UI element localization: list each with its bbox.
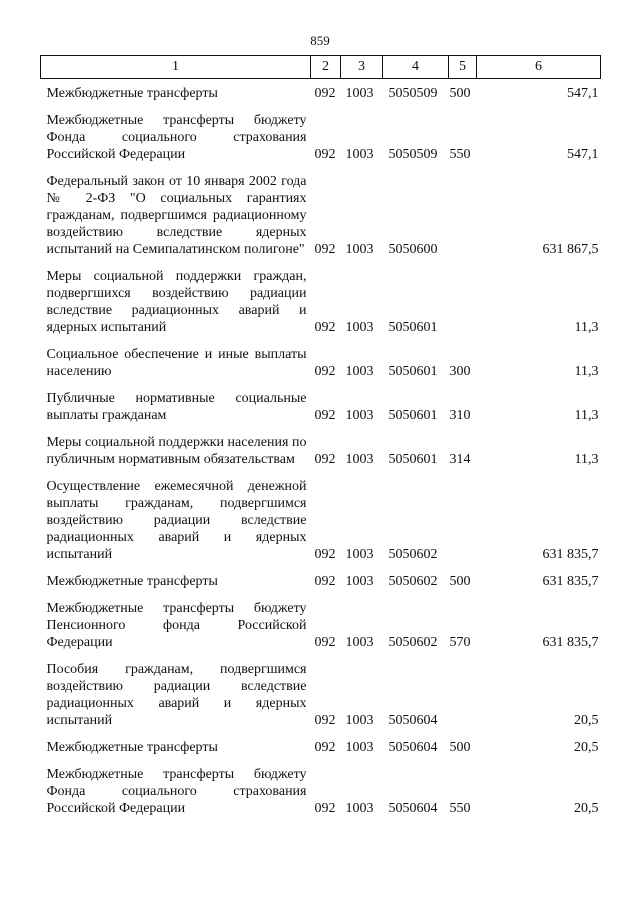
row-expense-code xyxy=(449,167,477,262)
row-name: Публичные нормативные социальные выплаты гражданам xyxy=(46,391,307,423)
row-name: Социальное обеспечение и иные выплаты населению xyxy=(46,347,307,379)
row-section-code: 1003 xyxy=(345,452,374,467)
row-section-code: 1003 xyxy=(345,242,374,257)
table-row xyxy=(41,594,601,655)
table-row xyxy=(41,760,601,821)
page-number: 859 xyxy=(310,33,330,48)
row-expense-code: 310 xyxy=(449,408,471,423)
row-ministry-code: 092 xyxy=(314,242,336,257)
column-header-3: 3 xyxy=(341,56,383,79)
row-section-code: 1003 xyxy=(345,801,374,816)
table-row xyxy=(41,167,601,262)
row-name: Пособия гражданам, подвергшимся воздействию радиации вследствие радиационных аварий и ядерных испытаний xyxy=(46,662,307,728)
row-ministry-code: 092 xyxy=(314,452,336,467)
row-target-code: 5050601 xyxy=(388,320,438,335)
row-section-code: 1003 xyxy=(345,320,374,335)
row-section-code: 1003 xyxy=(345,364,374,379)
column-header-5: 5 xyxy=(449,56,477,79)
row-name: Межбюджетные трансферты xyxy=(46,574,218,589)
row-ministry-code: 092 xyxy=(314,635,336,650)
row-ministry-code: 092 xyxy=(314,574,336,589)
row-target-code: 5050601 xyxy=(388,452,438,467)
row-amount: 631 835,7 xyxy=(542,574,599,589)
row-expense-code: 314 xyxy=(449,452,471,467)
row-section-code: 1003 xyxy=(345,86,374,101)
row-section-code: 1003 xyxy=(345,740,374,755)
row-section-code: 1003 xyxy=(345,713,374,728)
row-target-code: 5050601 xyxy=(388,408,438,423)
table-row xyxy=(41,262,601,340)
row-ministry-code: 092 xyxy=(314,801,336,816)
row-ministry-code: 092 xyxy=(314,86,336,101)
table-body xyxy=(41,79,601,822)
column-header-1: 1 xyxy=(41,56,311,79)
row-expense-code: 550 xyxy=(449,147,471,162)
row-ministry-code: 092 xyxy=(314,547,336,562)
row-amount: 11,3 xyxy=(574,408,599,423)
row-target-code: 5050509 xyxy=(388,147,438,162)
row-amount: 11,3 xyxy=(574,364,599,379)
table-row xyxy=(41,428,601,472)
row-expense-code xyxy=(449,655,477,733)
row-target-code: 5050600 xyxy=(388,242,438,257)
row-name: Межбюджетные трансферты бюджету Пенсионного фонда Российской Федерации xyxy=(46,601,307,650)
table-row xyxy=(41,472,601,567)
row-name: Федеральный закон от 10 января 2002 года № 2-ФЗ "О социальных гарантиях гражданам, подвергшимся радиационному воздействию вследствие ядерных испытаний на Семипалатинском полигоне" xyxy=(46,174,307,257)
row-target-code: 5050602 xyxy=(388,547,438,562)
row-amount: 631 835,7 xyxy=(542,635,599,650)
row-target-code: 5050604 xyxy=(388,740,438,755)
row-amount: 631 867,5 xyxy=(542,242,599,257)
row-ministry-code: 092 xyxy=(314,364,336,379)
row-target-code: 5050601 xyxy=(388,364,438,379)
row-section-code: 1003 xyxy=(345,408,374,423)
row-ministry-code: 092 xyxy=(314,740,336,755)
table-row xyxy=(41,340,601,384)
row-amount: 20,5 xyxy=(574,801,599,816)
row-ministry-code: 092 xyxy=(314,320,336,335)
row-section-code: 1003 xyxy=(345,574,374,589)
row-amount: 547,1 xyxy=(567,86,599,101)
row-expense-code: 500 xyxy=(449,574,471,589)
row-expense-code xyxy=(449,472,477,567)
table-row xyxy=(41,655,601,733)
row-amount: 547,1 xyxy=(567,147,599,162)
row-name: Межбюджетные трансферты xyxy=(46,740,218,755)
column-header-6: 6 xyxy=(477,56,601,79)
row-target-code: 5050509 xyxy=(388,86,438,101)
table-row xyxy=(41,384,601,428)
row-expense-code: 550 xyxy=(449,801,471,816)
table-header xyxy=(41,56,601,79)
table-row xyxy=(41,106,601,167)
row-expense-code: 570 xyxy=(449,635,471,650)
row-amount: 11,3 xyxy=(574,320,599,335)
row-ministry-code: 092 xyxy=(314,147,336,162)
row-target-code: 5050602 xyxy=(388,574,438,589)
row-expense-code: 300 xyxy=(449,364,471,379)
row-amount: 11,3 xyxy=(574,452,599,467)
table-row xyxy=(41,79,601,107)
row-section-code: 1003 xyxy=(345,635,374,650)
table-row xyxy=(41,567,601,594)
row-name: Межбюджетные трансферты xyxy=(46,86,218,101)
column-header-2: 2 xyxy=(311,56,341,79)
column-header-4: 4 xyxy=(383,56,449,79)
budget-table xyxy=(40,55,601,821)
row-name: Осуществление ежемесячной денежной выплаты гражданам, подвергшимся воздействию радиации вследствие радиационных аварий и ядерных испытаний xyxy=(46,479,307,562)
row-amount: 631 835,7 xyxy=(542,547,599,562)
row-target-code: 5050604 xyxy=(388,713,438,728)
row-section-code: 1003 xyxy=(345,547,374,562)
row-expense-code xyxy=(449,262,477,340)
table-row xyxy=(41,733,601,760)
row-target-code: 5050604 xyxy=(388,801,438,816)
row-name: Межбюджетные трансферты бюджету Фонда социального страхования Российской Федерации xyxy=(46,113,307,162)
row-name: Межбюджетные трансферты бюджету Фонда социального страхования Российской Федерации xyxy=(46,767,307,816)
row-ministry-code: 092 xyxy=(314,408,336,423)
header-row xyxy=(41,56,601,79)
row-ministry-code: 092 xyxy=(314,713,336,728)
row-name: Меры социальной поддержки населения по публичным нормативным обязательствам xyxy=(46,435,307,467)
row-section-code: 1003 xyxy=(345,147,374,162)
row-name: Меры социальной поддержки граждан, подвергшихся воздействию радиации вследствие радиационных аварий и ядерных испытаний xyxy=(46,269,307,335)
row-target-code: 5050602 xyxy=(388,635,438,650)
row-amount: 20,5 xyxy=(574,740,599,755)
row-expense-code: 500 xyxy=(449,86,471,101)
row-expense-code: 500 xyxy=(449,740,471,755)
row-amount: 20,5 xyxy=(574,713,599,728)
